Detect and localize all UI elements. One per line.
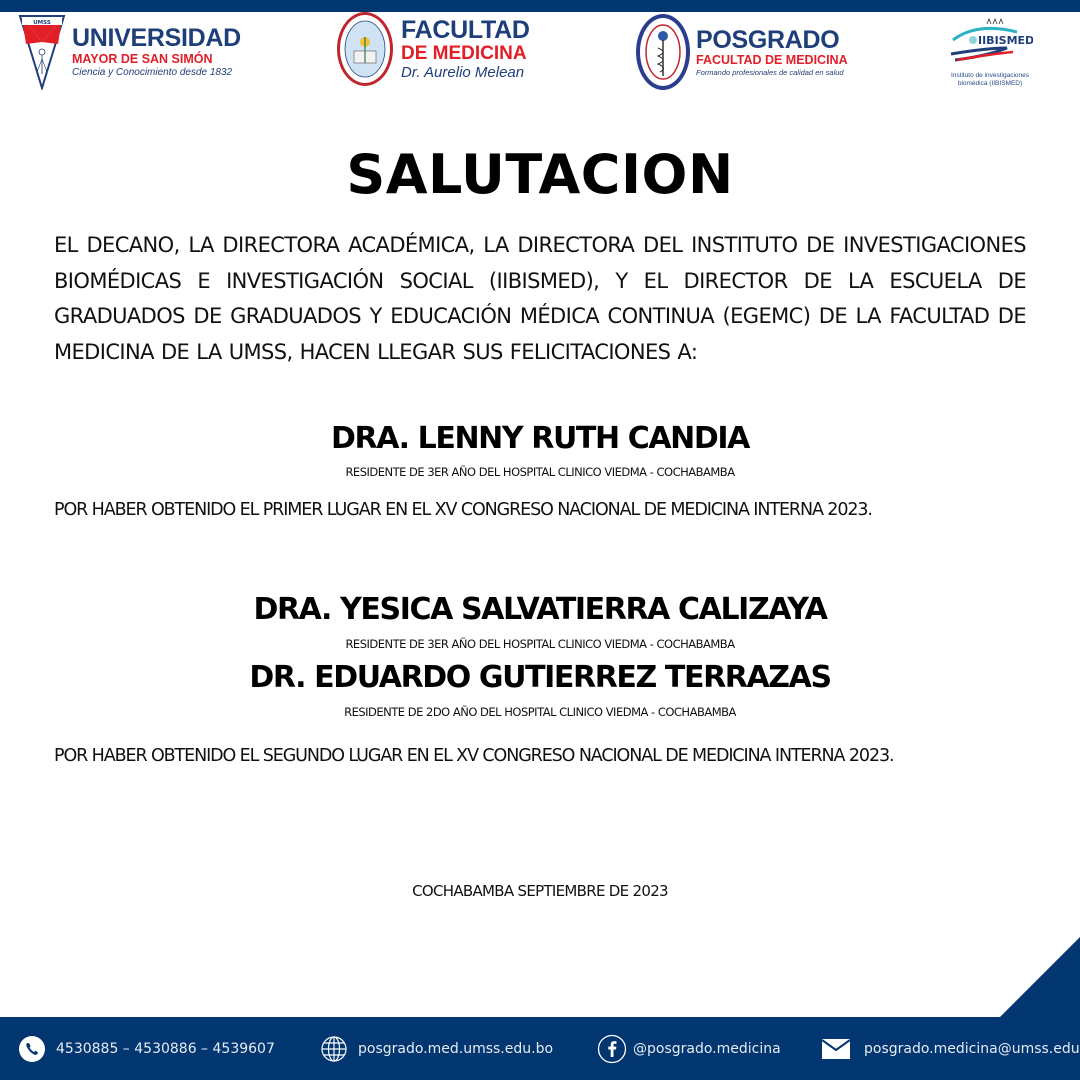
facultad-logo-subtitle: DE MEDICINA: [401, 43, 527, 64]
posgrado-logo-tagline: Formando profesionales de calidad en salud: [696, 68, 844, 77]
iibismed-caption-line2: biomédica (IIBISMED): [957, 80, 1023, 88]
footer-website-text: posgrado.med.umss.edu.bo: [358, 1040, 554, 1057]
phone-icon: [18, 1035, 46, 1063]
umss-logo-subtitle: MAYOR DE SAN SIMÓN: [72, 52, 213, 67]
document-date: COCHABAMBA SEPTIEMBRE DE 2023: [412, 882, 668, 900]
facultad-seal-icon: [337, 12, 393, 86]
iibismed-swoosh-icon: [947, 18, 1033, 68]
footer-facebook-link[interactable]: [597, 1017, 781, 1080]
footer-email-link[interactable]: [822, 1017, 1080, 1080]
recipient-name: DR. EDUARDO GUTIERREZ TERRAZAS: [249, 660, 831, 695]
footer-contact-bar: [0, 1017, 1080, 1080]
umss-logo-title: UNIVERSIDAD: [72, 24, 241, 53]
logo-umss: [18, 14, 241, 90]
award-reason: POR HABER OBTENIDO EL SEGUNDO LUGAR EN EL XV CONGRESO NACIONAL DE MEDICINA INTERNA 2023.: [54, 746, 894, 766]
footer-phone-text: 4530885 – 4530886 – 4539607: [56, 1040, 275, 1057]
award-reason: POR HABER OBTENIDO EL PRIMER LUGAR EN EL XV CONGRESO NACIONAL DE MEDICINA INTERNA 2023.: [54, 500, 872, 520]
globe-icon: [320, 1035, 348, 1063]
top-accent-bar: [0, 0, 1080, 12]
recipient-role: RESIDENTE DE 3ER AÑO DEL HOSPITAL CLINICO VIEDMA - COCHABAMBA: [345, 465, 735, 479]
facebook-icon: [597, 1034, 627, 1064]
recipient-role: RESIDENTE DE 3ER AÑO DEL HOSPITAL CLINICO VIEDMA - COCHABAMBA: [345, 637, 735, 651]
recipient-name: DRA. YESICA SALVATIERRA CALIZAYA: [253, 592, 827, 627]
corner-accent: [1000, 937, 1080, 1017]
mail-icon: [822, 1039, 850, 1059]
posgrado-seal-icon: [636, 14, 690, 90]
page-title: SALUTACION: [346, 143, 734, 206]
umss-logo-tagline: Ciencia y Conocimiento desde 1832: [72, 66, 233, 78]
intro-paragraph: EL DECANO, LA DIRECTORA ACADÉMICA, LA DIRECTORA DEL INSTITUTO DE INVESTIGACIONES BIOMÉDICAS E INVESTIGACIÓN SOCIAL (IIBISMED), Y EL DIRECTOR DE LA ESCUELA DE GRADUADOS DE GRADUADOS Y EDUCACIÓN MÉDICA CONTINUA (EGEMC) DE LA FACULTAD DE MEDICINA DE LA UMSS, HACEN LLEGAR SUS FELICITACIONES A:: [54, 233, 1026, 364]
logo-facultad-medicina: [337, 12, 530, 86]
umss-shield-icon: [18, 14, 66, 90]
recipient-name: DRA. LENNY RUTH CANDIA: [331, 421, 749, 456]
posgrado-logo-title: POSGRADO: [696, 25, 840, 54]
facultad-logo-tagline: Dr. Aurelio Melean: [401, 64, 525, 81]
facultad-logo-title: FACULTAD: [401, 16, 530, 44]
footer-facebook-text: @posgrado.medicina: [633, 1040, 781, 1057]
footer-website-link[interactable]: [320, 1017, 553, 1080]
logo-posgrado: [636, 14, 848, 90]
svg-text:IIBISMED: IIBISMED: [978, 34, 1033, 47]
posgrado-logo-subtitle: FACULTAD DE MEDICINA: [696, 52, 848, 67]
logo-iibismed: [940, 18, 1040, 89]
iibismed-caption-line1: Instituto de investigaciones: [950, 72, 1030, 79]
recipient-role: RESIDENTE DE 2DO AÑO DEL HOSPITAL CLINICO VIEDMA - COCHABAMBA: [344, 705, 736, 719]
svg-text:UMSS: UMSS: [33, 20, 51, 26]
footer-phone: [18, 1017, 275, 1080]
footer-email-text: posgrado.medicina@umss.edu: [864, 1040, 1080, 1057]
